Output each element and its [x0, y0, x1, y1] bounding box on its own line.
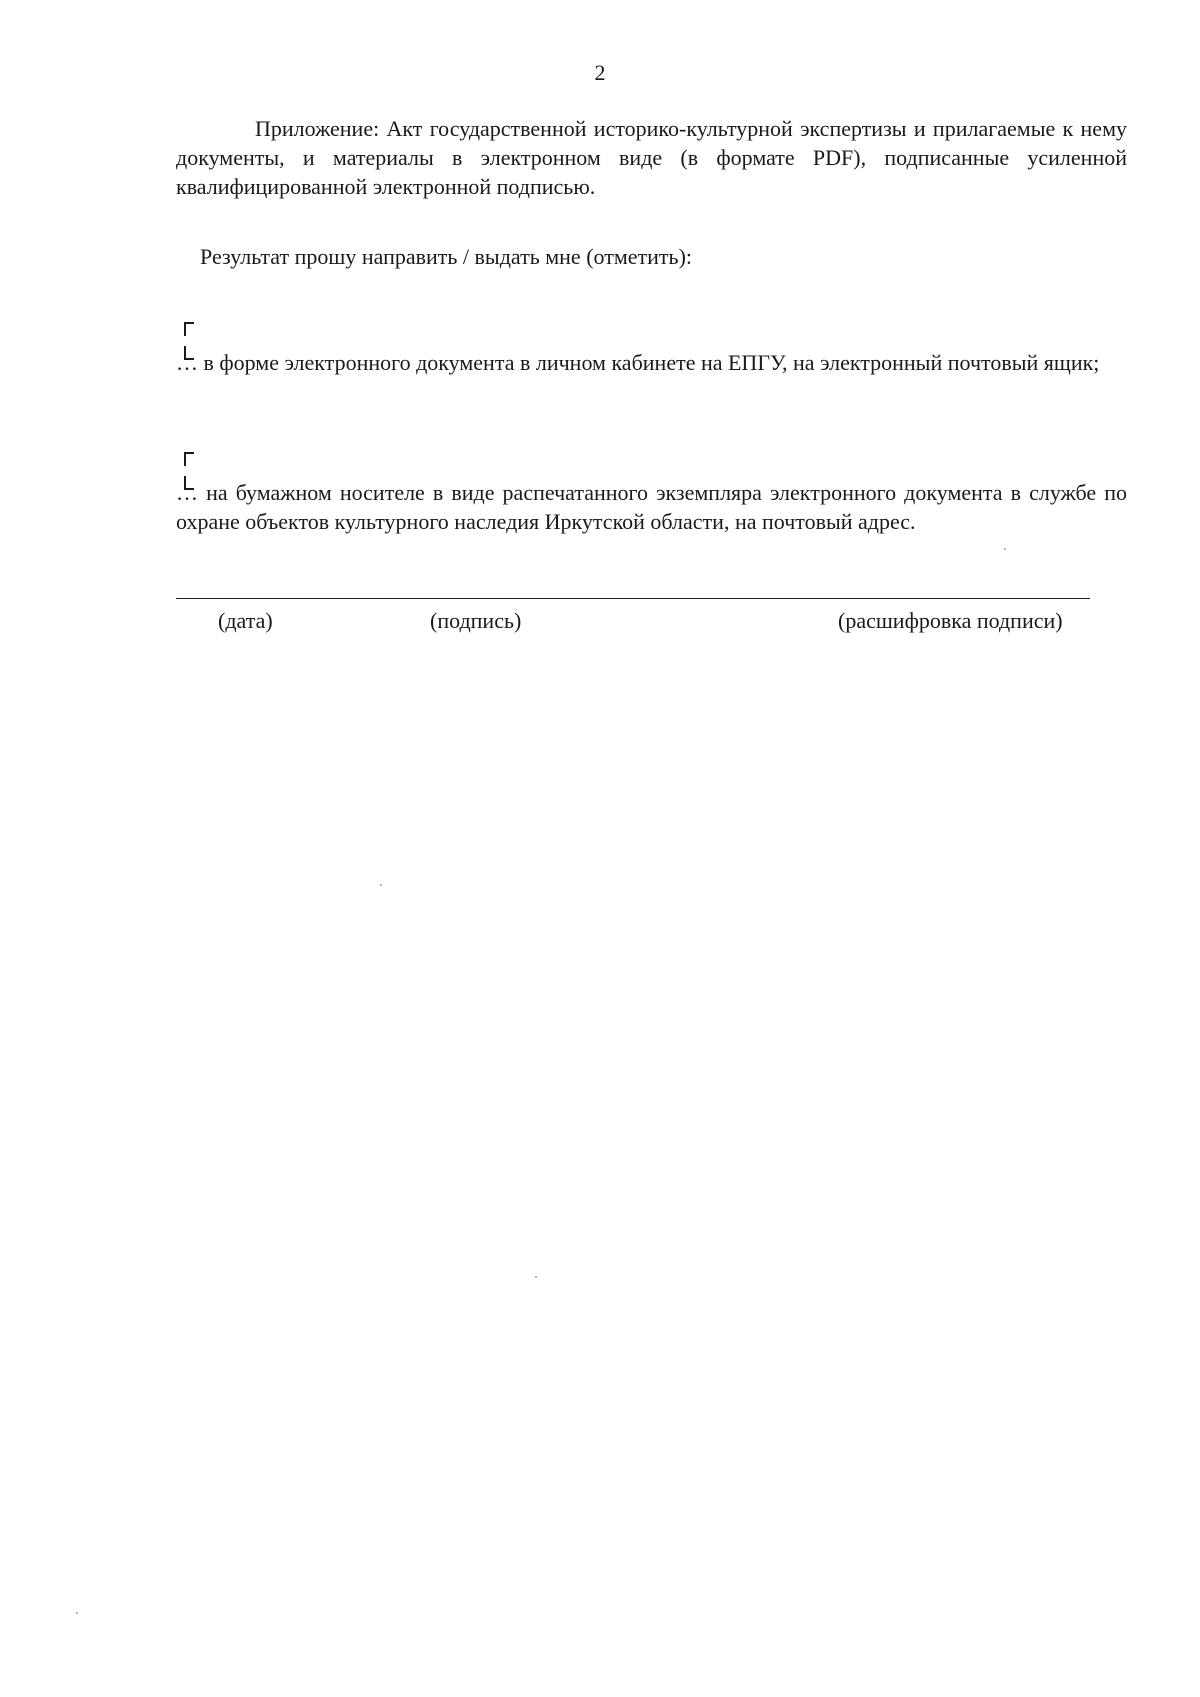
scan-speck — [1004, 548, 1006, 550]
signature-line — [176, 598, 1090, 599]
result-request-paragraph: Результат прошу направить / выдать мне (отметить): — [200, 244, 693, 269]
option-electronic-label: … в форме электронного документа в личном кабинете на ЕПГУ, на электронный почтовый ящик; — [176, 350, 1100, 375]
checkbox-top-corner-icon — [184, 452, 194, 466]
signature-caption: (подпись) — [430, 608, 522, 633]
scan-speck — [535, 1276, 537, 1278]
checkbox-top-corner-icon — [184, 322, 194, 336]
page-number: 2 — [594, 60, 606, 85]
attachment-paragraph: Приложение: Акт государственной историко-культурной экспертизы и прилагаемые к нему документы, и материалы в электронном виде (в формате PDF), подписанные усиленной квалифицированной электронной подписью. — [176, 116, 1127, 199]
option-paper-label: … на бумажном носителе в виде распечатанного экземпляра электронного документа в службе по охране объектов культурного наследия Иркутской области, на почтовый адрес. — [176, 480, 1127, 534]
signature-decode-caption: (расшифровка подписи) — [838, 608, 1063, 633]
date-caption: (дата) — [218, 608, 273, 633]
scan-speck — [76, 1612, 78, 1614]
scan-speck — [380, 884, 382, 886]
